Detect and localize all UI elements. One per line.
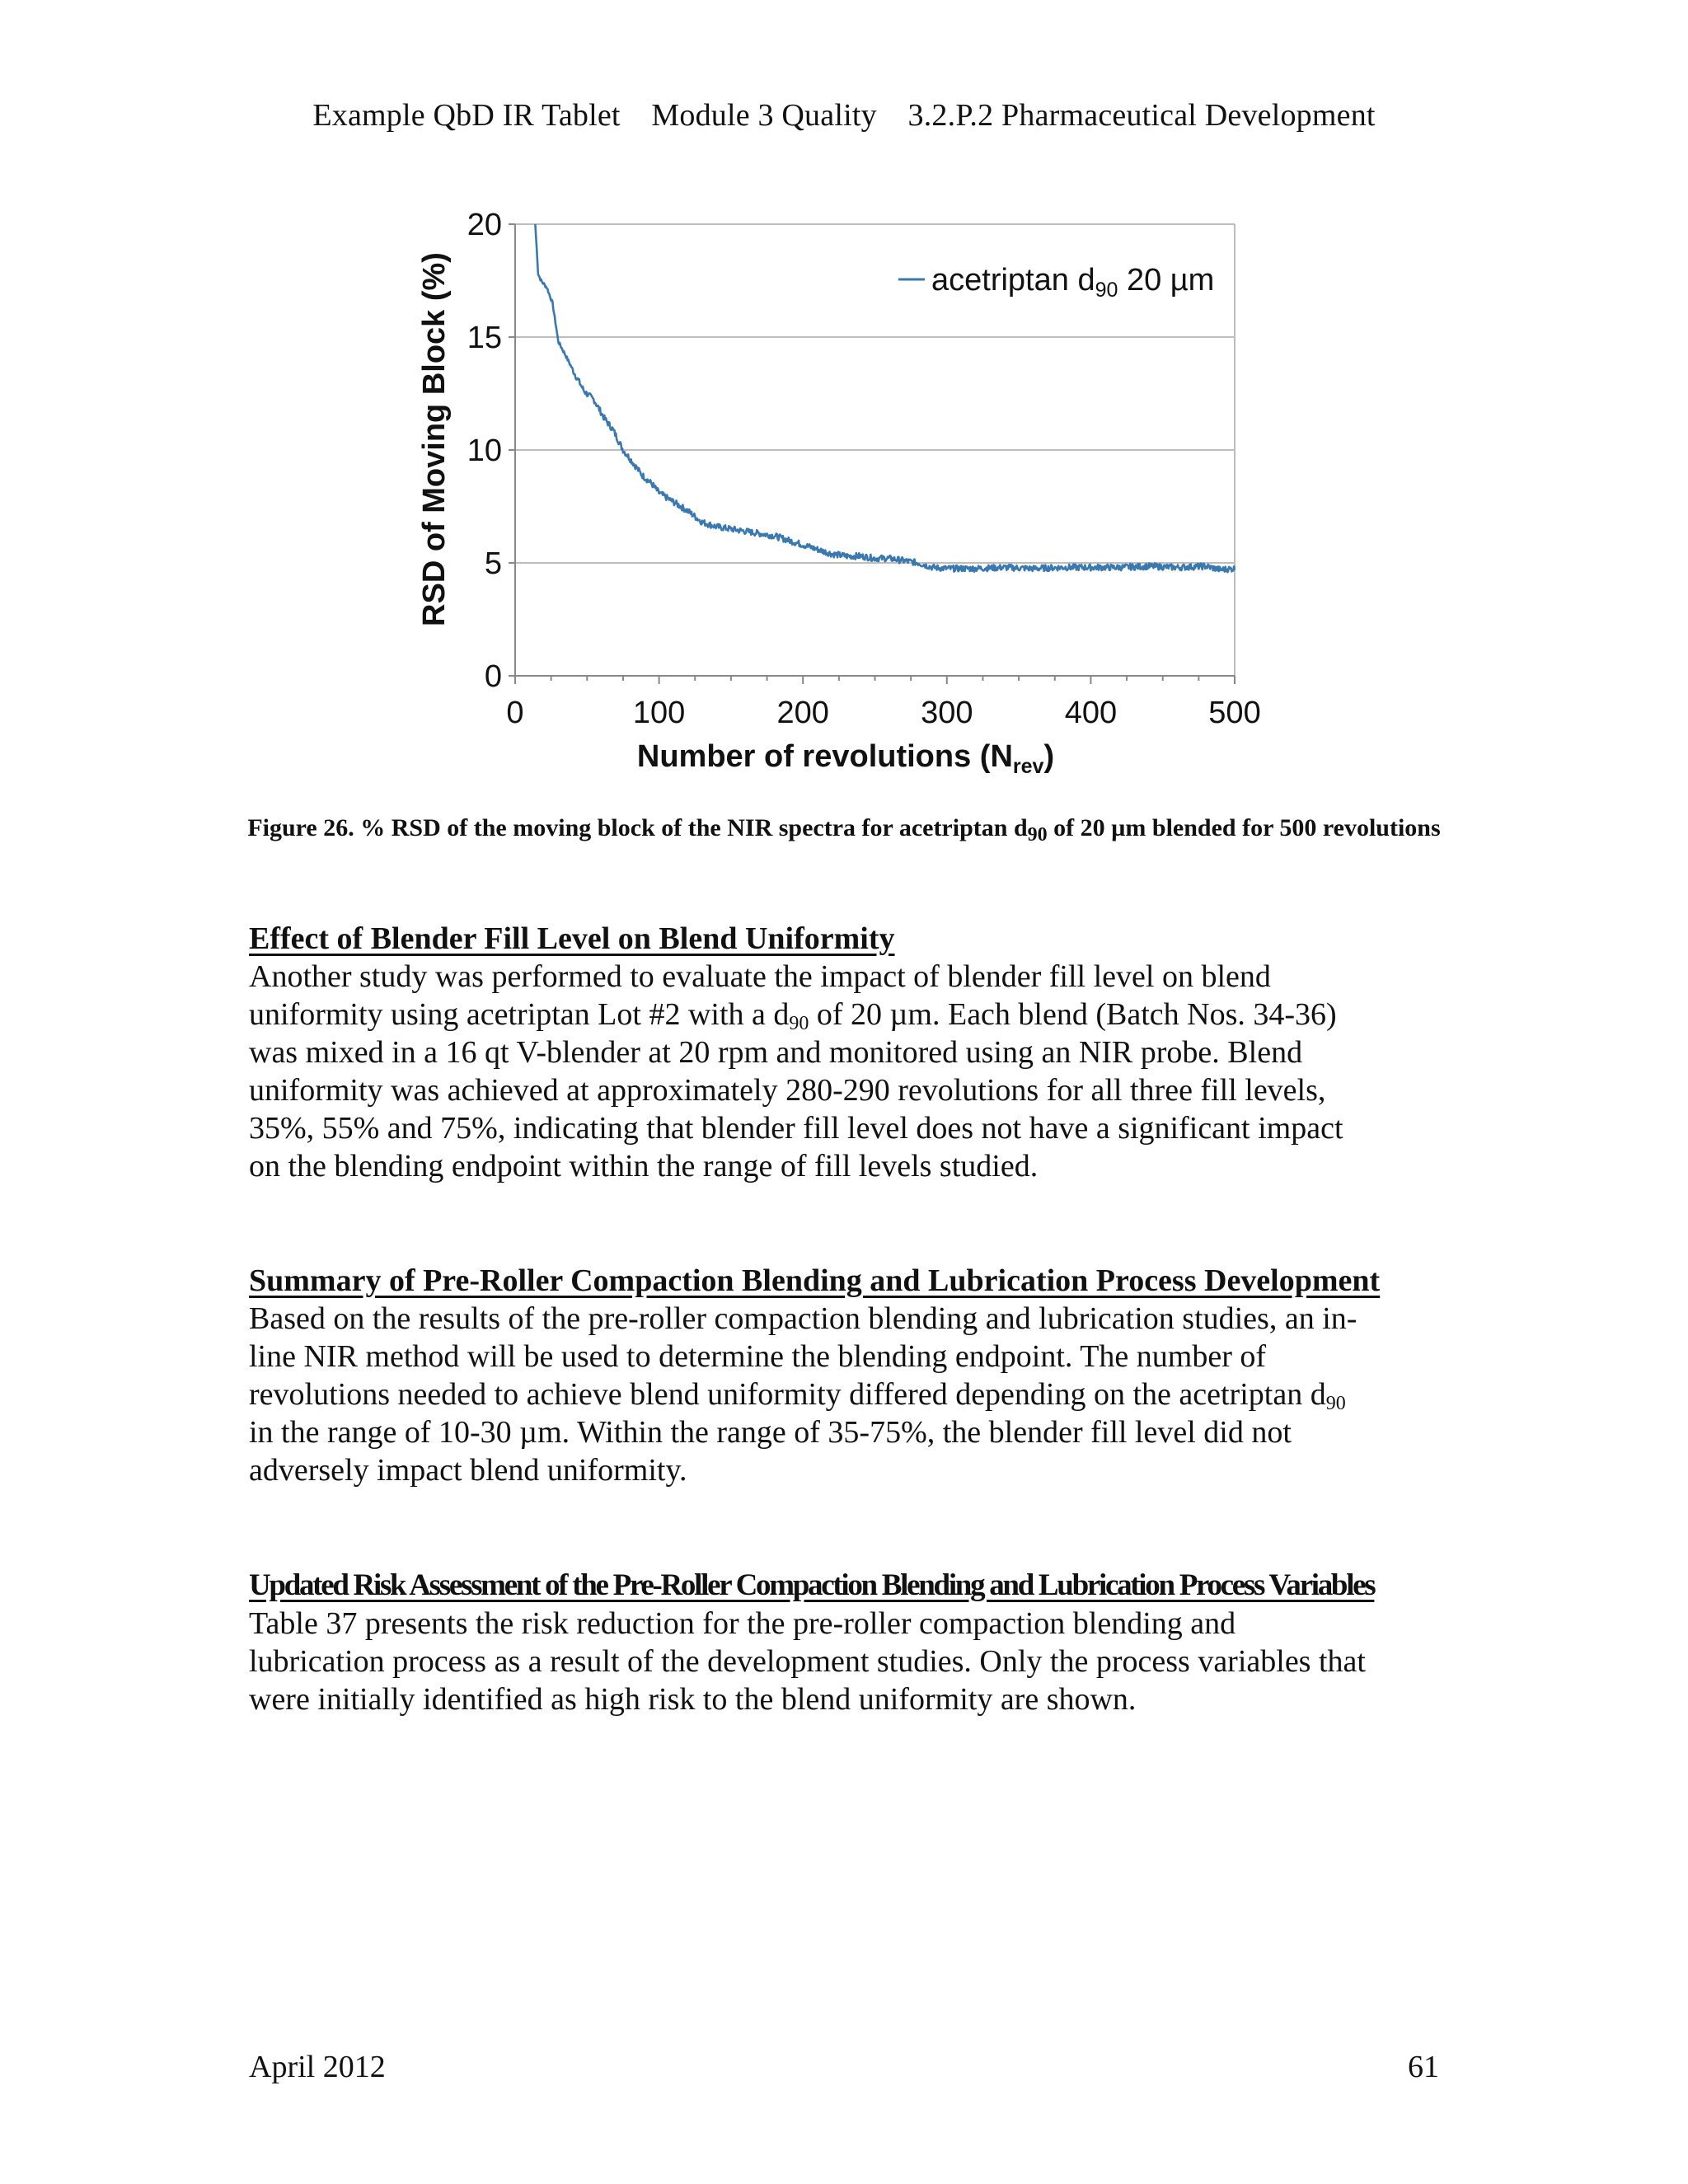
x-tick-label-300: 300 (921, 696, 973, 730)
figure-caption: Figure 26. % RSD of the moving block of the NIR spectra for acetriptan $d_{90}$ of 20 µm blended for 500 revolutions (247, 814, 1441, 846)
section-risk-assessment: Updated Risk Assessment of the Pre-Roller Compaction Blending and Lubrication Process Variables Table 37 presents the risk reduction for the pre-roller compaction blending and lubrication process as a result of the development studies. Only the process variables that were initially identified as high risk to the blend uniformity are shown. (249, 1567, 1485, 1718)
header-doc-title: Example QbD IR Tablet (312, 98, 621, 133)
x-tick-label-200: 200 (776, 696, 829, 730)
section-heading: Summary of Pre-Roller Compaction Blending and Lubrication Process Development (249, 1263, 1381, 1298)
x-axis-ticks (506, 676, 1260, 730)
x-axis-label: Number of revolutions $(N_{rev})$ (636, 739, 1055, 778)
y-tick-label-5: 5 (484, 546, 502, 581)
header-module: Module 3 Quality (651, 98, 877, 133)
y-axis-ticks (467, 208, 515, 694)
legend-label: acetriptan $d_{90}$ 20 µm (931, 263, 1215, 302)
section-heading: Updated Risk Assessment of the Pre-Roller Compaction Blending and Lubrication Process Variables (249, 1568, 1375, 1602)
section-fill-level: Effect of Blender Fill Level on Blend Uniformity Another study was performed to evaluate the impact of blender fill level on blend uniformity using acetriptan Lot #2 with a $d_{90}$ of 20 µm. Each blend (Batch Nos. 34-36) was mixed in a 16 qt V-blender at 20 rpm and monitored using an NIR probe. Blend uniformity was achieved at approximately 280-290 revolutions for all three fill levels, 35%, 55% and 75%, indicating that blender fill level does not have a significant impact on the blending endpoint within the range of fill levels studied. (249, 920, 1485, 1185)
x-tick-label-500: 500 (1208, 696, 1261, 730)
y-tick-label-15: 15 (467, 321, 502, 355)
y-tick-label-10: 10 (467, 434, 502, 468)
section-heading: Effect of Blender Fill Level on Blend Uniformity (249, 921, 895, 956)
footer-page-number: 61 (1408, 2050, 1439, 2084)
rsd-line-chart (396, 198, 1302, 791)
footer-date: April 2012 (249, 2050, 386, 2084)
x-tick-label-0: 0 (506, 696, 524, 730)
page-header (0, 97, 1688, 134)
x-tick-label-100: 100 (632, 696, 686, 730)
x-tick-label-400: 400 (1064, 696, 1118, 730)
section-summary: Summary of Pre-Roller Compaction Blending and Lubrication Process Development Based on the results of the pre-roller compaction blending and lubrication studies, an in- line NIR method will be used to determine the blending endpoint. The number of revolutions needed to achieve blend uniformity differed depending on the acetriptan $d_{90}$ in the range of 10-30 µm. Within the range of 35-75%, the blender fill level did not adversely impact blend uniformity. (249, 1262, 1485, 1489)
header-section: 3.2.P.2 Pharmaceutical Development (907, 98, 1376, 133)
y-tick-label-0: 0 (484, 659, 502, 694)
y-tick-label-20: 20 (467, 208, 502, 242)
legend (898, 263, 1214, 302)
y-axis-label: RSD of Moving Block (%) (417, 252, 452, 626)
